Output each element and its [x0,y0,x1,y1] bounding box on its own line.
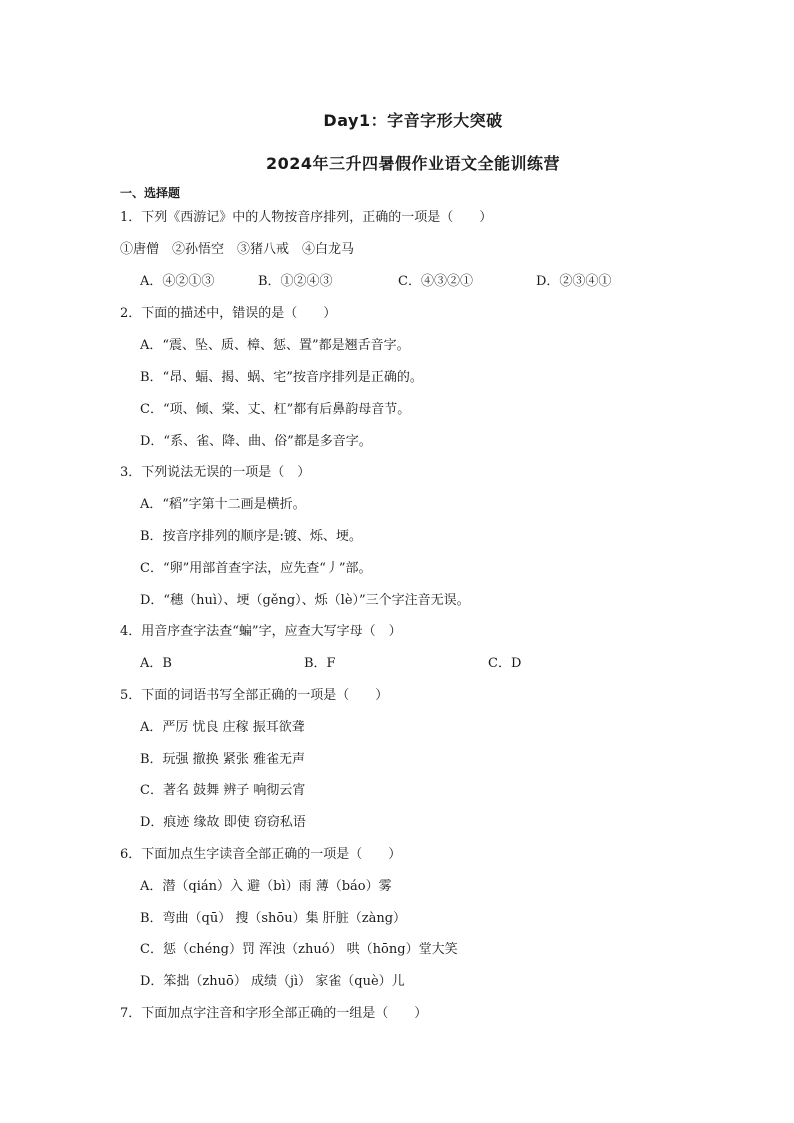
option-b: B．F [304,656,336,671]
question-4-options [140,655,521,673]
question-2-option-d: D．“系、雀、降、曲、俗”都是多音字。 [140,434,372,449]
question-6-option-b: B．弯曲（qū） 搜（shōu）集 肝脏（zàng） [140,911,407,926]
question-3-option-a: A．“稻”字第十二画是横折。 [140,497,306,512]
question-2-stem: 2．下面的描述中，错误的是（ ） [120,306,337,321]
option-d: D．②③④① [536,274,612,289]
question-2-option-c: C．“项、倾、棠、丈、杠”都有后鼻韵母音节。 [140,402,411,417]
question-3-stem: 3．下列说法无误的一项是（ ） [120,465,311,480]
question-2-option-a: A．“震、坠、质、樟、惩、置”都是翘舌音字。 [140,338,410,353]
option-a: A．④②①③ [140,274,215,289]
question-1-stem: 1．下列《西游记》中的人物按音序排列，正确的一项是（ ） [120,210,493,225]
question-7-stem: 7．下面加点字注音和字形全部正确的一组是（ ） [120,1006,428,1021]
option-b: B．①②④③ [258,274,333,289]
question-5-option-c: C．著名 鼓舞 辨子 响彻云宵 [140,783,306,798]
question-6-stem: 6．下面加点生字读音全部正确的一项是（ ） [120,847,402,862]
question-4-stem: 4．用音序查字法查“蝙”字，应查大写字母（ ） [120,624,402,639]
question-5-stem: 5．下面的词语书写全部正确的一项是（ ） [120,688,389,703]
question-6-option-c: C．惩（chéng）罚 浑浊（zhuó） 哄（hōng）堂大笑 [140,942,458,957]
question-1-options [140,273,611,291]
question-5-option-a: A．严厉 忧良 庄稼 振耳欲聋 [140,720,305,735]
question-3-option-c: C．“卵”用部首查字法，应先查“丿”部。 [140,561,372,576]
question-3-option-b: B．按音序排列的顺序是:镀、烁、埂。 [140,529,362,544]
page-subtitle: 2024年三升四暑假作业语文全能训练营 [265,154,561,173]
question-3-option-d: D．“穗（huì）、埂（gěng）、烁（lè）”三个字注音无误。 [140,593,470,608]
question-5-option-d: D．痕迹 缘故 即使 窃窃私语 [140,815,306,830]
question-6-option-d: D．笨拙（zhuō） 成绩（jì） 家雀（què）儿 [140,974,405,989]
option-a: A．B [140,656,172,671]
question-2-option-b: B．“昂、蝠、揭、蜗、宅”按音序排列是正确的。 [140,370,423,385]
option-c: C．D [488,656,522,671]
question-6-option-a: A．潜（qián）入 避（bì）雨 薄（báo）雾 [140,879,392,894]
section-heading: 一、选择题 [120,186,181,200]
question-1-characters: ①唐僧 ②孙悟空 ③猪八戒 ④白龙马 [120,242,355,257]
question-5-option-b: B．玩强 撤换 紧张 雅雀无声 [140,752,305,767]
option-c: C．④③②① [398,274,473,289]
page-title: Day1：字音字形大突破 [323,111,503,130]
